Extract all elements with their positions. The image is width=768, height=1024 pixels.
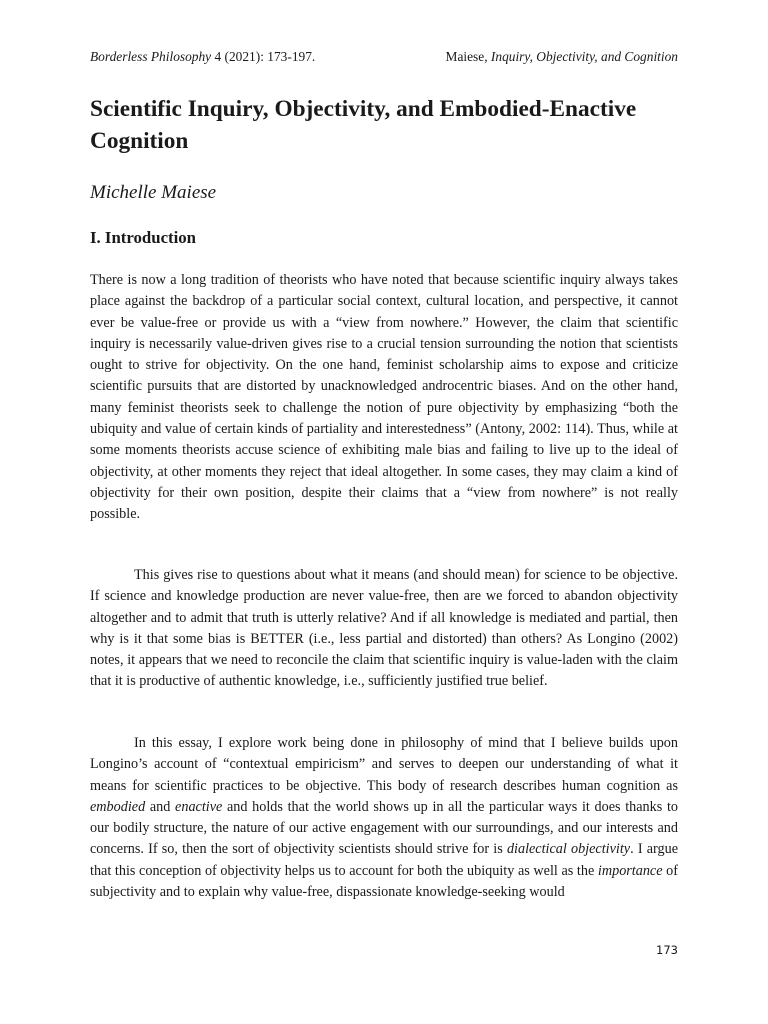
running-head-citation <box>90 47 315 67</box>
body-paragraph-2: This gives rise to questions about what it means (and should mean) for science to be objective. If science and knowledge production are never value-free, then are we forced to abandon objectivity altogether and to admit that truth is utterly relative? And if all knowledge is mediated and partial, then why is it that some bias is BETTER (i.e., less partial and distorted) than others? As Longino (2002) notes, it appears that we need to reconcile the claim that scientific inquiry is value-laden with the claim that it is productive of authentic knowledge, i.e., sufficiently justified true belief. <box>90 567 678 690</box>
journal-volume: 4 (2021): 173-197. <box>211 49 316 64</box>
journal-name: Borderless Philosophy <box>90 49 212 64</box>
paragraph-text: of subjectivity and to explain why value-free, dispassionate knowledge-seeking would <box>90 862 678 901</box>
running-head-author: Maiese, <box>445 49 491 64</box>
body-paragraph-3 <box>90 733 678 903</box>
article-title: Scientific Inquiry, Objectivity, and Embodied-Enactive Cognition <box>90 96 637 154</box>
paragraph-text: and holds that the world shows up in all the particular ways it does thanks to our bodily structure, the nature of our active engagement with our surroundings, and our interests and concerns. If so, then the sort of objectivity scientists should strive for is <box>90 798 678 858</box>
running-head-short-title <box>446 47 678 67</box>
journal-page <box>90 0 678 1024</box>
running-head-title: Inquiry, Objectivity, and Cognition <box>490 49 678 64</box>
paragraph-text: In this essay, I explore work being done in philosophy of mind that I believe builds upon Longino’s account of “contextual empiricism” and serves to deepen our understanding of what it means for scientific practices to be objective. This body of research describes human cognition as <box>90 735 678 794</box>
page-number: 173 <box>656 943 678 957</box>
article-author: Michelle Maiese <box>90 182 217 203</box>
paragraph-text: and <box>145 798 176 815</box>
running-head <box>90 47 678 67</box>
emphasis-importance: importance <box>597 862 663 879</box>
emphasis-enactive: enactive <box>175 798 223 815</box>
emphasis-dialectical-objectivity: dialectical objectivity <box>506 841 631 858</box>
emphasis-embodied: embodied <box>90 798 146 815</box>
section-heading: I. Introduction <box>90 228 196 247</box>
body-paragraph-1: There is now a long tradition of theorists who have noted that because scientific inquiry always takes place against the backdrop of a particular social context, cultural location, and perspective, it cannot ever be value-free or provide us with a “view from nowhere.” However, the claim that scientific inquiry is necessarily value-driven gives rise to a crucial tension surrounding the notion that scientists ought to strive for objectivity. On the one hand, feminist scholarship aims to expose and criticize scientific pursuits that are distorted by unacknowledged androcentric biases. And on the other hand, many feminist theorists seek to challenge the notion of pure objectivity by emphasizing “both the ubiquity and value of certain kinds of partiality and interestedness” (Antony, 2002: 114). Thus, while at some moments theorists accuse science of exhibiting male bias and failing to live up to the ideal of objectivity, at other moments they reject that ideal altogether. In some cases, they may claim a kind of objectivity for their own position, despite their claims that a “view from nowhere” is not really possible. <box>90 272 678 523</box>
paragraph-text: . I argue that this conception of objectivity helps us to account for both the ubiquity as well as the <box>90 841 678 879</box>
